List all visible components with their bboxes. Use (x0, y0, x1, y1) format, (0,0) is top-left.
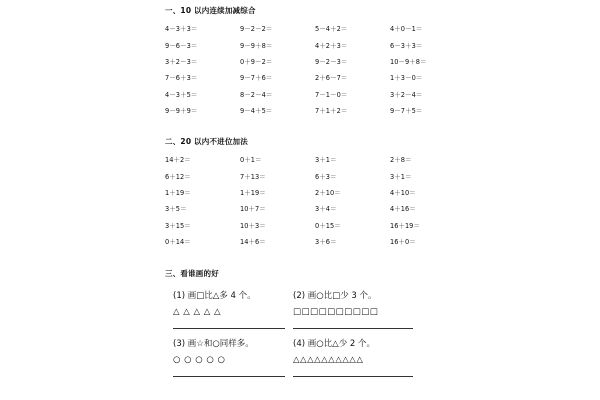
math-problem: 3＋15＝ (165, 221, 191, 230)
math-problem: 2＋10＝ (315, 188, 341, 197)
math-problem: 0＋15＝ (315, 221, 341, 230)
math-problem: 0＋9－2＝ (240, 57, 273, 66)
math-problem: 7＋1＋2＝ (315, 107, 348, 116)
math-problem: 3＋1＝ (390, 172, 412, 181)
math-problem: 3＋6＝ (315, 238, 337, 247)
math-problem: 0＋14＝ (165, 238, 191, 247)
math-problem: 9－6－3＝ (165, 41, 198, 50)
math-problem: 16＋19＝ (390, 221, 420, 230)
math-problem: 7－6＋3＝ (165, 74, 198, 83)
section-2-problems (165, 151, 465, 249)
math-problem: 9－9＋8＝ (240, 41, 273, 50)
problem-row (165, 102, 465, 118)
math-problem: 14＋6＝ (240, 238, 266, 247)
math-problem: 5－4＋2＝ (315, 25, 348, 34)
math-problem: 6＋12＝ (165, 172, 191, 181)
answer-line[interactable] (173, 328, 285, 329)
math-problem: 9－2－3＝ (315, 57, 348, 66)
math-problem: 0＋1＝ (240, 156, 262, 165)
math-problem: 3＋4＝ (315, 205, 337, 214)
math-problem: 8－2－4＝ (240, 90, 273, 99)
section-3-title: 三、看谁画的好 (165, 269, 219, 278)
math-problem: 3＋2－3＝ (165, 57, 198, 66)
math-problem: 3＋2－4＝ (390, 90, 423, 99)
math-problem: 10－9＋8＝ (390, 57, 427, 66)
math-problem: 1＋3－0＝ (390, 74, 423, 83)
math-problem: 6－3＋3＝ (390, 41, 423, 50)
math-problem: 3＋5＝ (165, 205, 187, 214)
math-problem: 4－3＋3＝ (165, 25, 198, 34)
section-2-title: 二、20 以内不进位加法 (165, 137, 248, 146)
problem-row (165, 217, 465, 233)
math-problem: 9－2－2＝ (240, 25, 273, 34)
problem-row (165, 69, 465, 85)
problem-row (165, 184, 465, 200)
answer-line[interactable] (293, 328, 413, 329)
problem-row (165, 200, 465, 216)
drawing-question-1 (173, 290, 285, 329)
problem-row (165, 20, 465, 36)
given-shapes: △ △ △ △ △ (173, 307, 221, 317)
math-problem: 9－7＋6＝ (240, 74, 273, 83)
math-problem: 10＋3＝ (240, 221, 266, 230)
math-problem: 7－1－0＝ (315, 90, 348, 99)
given-shapes: □□□□□□□□□□ (293, 307, 379, 317)
answer-line[interactable] (173, 376, 285, 377)
math-problem: 1＋19＝ (165, 188, 191, 197)
math-problem: 7＋13＝ (240, 172, 266, 181)
math-problem: 9－9＋9＝ (165, 107, 198, 116)
drawing-question-2 (293, 290, 413, 329)
math-problem: 1＋19＝ (240, 188, 266, 197)
math-problem: 4＋0－1＝ (390, 25, 423, 34)
drawing-question-3 (173, 338, 285, 377)
problem-row (165, 151, 465, 167)
math-problem: 6＋3＝ (315, 172, 337, 181)
drawing-question-4 (293, 338, 413, 377)
math-problem: 9－4＋5＝ (240, 107, 273, 116)
given-shapes: △△△△△△△△△△ (293, 355, 364, 365)
math-problem: 14＋2＝ (165, 156, 191, 165)
math-problem: 4＋16＝ (390, 205, 416, 214)
problem-row (165, 86, 465, 102)
section-1-title: 一、10 以内连续加减综合 (165, 6, 256, 15)
math-problem: 4＋2＋3＝ (315, 41, 348, 50)
section-1-problems (165, 20, 465, 118)
problem-row (165, 36, 465, 52)
math-problem: 10＋7＝ (240, 205, 266, 214)
problem-row (165, 53, 465, 69)
math-problem: 9－7＋5＝ (390, 107, 423, 116)
math-problem: 2＋8＝ (390, 156, 412, 165)
question-text: (1) 画□比△多 4 个。 (173, 291, 256, 301)
math-problem: 4－3＋5＝ (165, 90, 198, 99)
question-text: (2) 画○比□少 3 个。 (293, 291, 377, 301)
question-text: (4) 画○比△少 2 个。 (293, 339, 376, 349)
answer-line[interactable] (293, 376, 413, 377)
math-problem: 16＋0＝ (390, 238, 416, 247)
problem-row (165, 233, 465, 249)
question-text: (3) 画☆和○同样多。 (173, 339, 254, 349)
problem-row (165, 167, 465, 183)
math-problem: 4＋10＝ (390, 188, 416, 197)
math-problem: 2＋6－7＝ (315, 74, 348, 83)
math-problem: 3＋1＝ (315, 156, 337, 165)
given-shapes: ○ ○ ○ ○ ○ (173, 355, 226, 365)
